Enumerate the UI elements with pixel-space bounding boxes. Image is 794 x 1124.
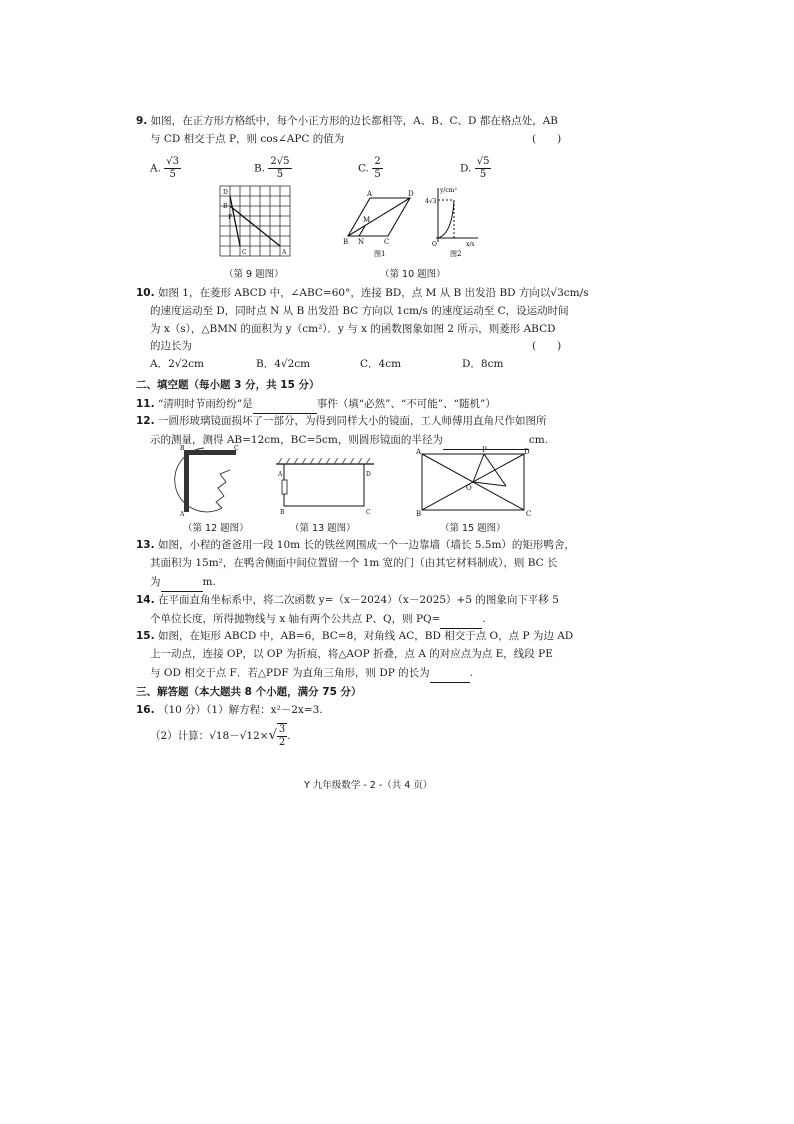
svg-text:B: B bbox=[343, 238, 349, 246]
q15-blank[interactable] bbox=[430, 663, 470, 683]
q13-figure bbox=[270, 456, 380, 518]
svg-text:M: M bbox=[363, 216, 371, 224]
svg-text:B: B bbox=[280, 509, 285, 516]
segment-cd bbox=[230, 196, 240, 246]
q10-caption: （第 10 题图） bbox=[380, 269, 446, 280]
q10-text-1: 如图 1，在菱形 ABCD 中，∠ABC=60°，连接 BD，点 M 从 B 出发沿 BD 方向以√3cm/s bbox=[157, 287, 589, 299]
q15-caption: （第 15 题图） bbox=[440, 523, 506, 534]
q9-number: 9. bbox=[136, 115, 148, 127]
q9-options bbox=[150, 148, 550, 180]
q12-number: 12. bbox=[136, 415, 155, 427]
q15-figure bbox=[412, 446, 536, 518]
q12-caption: （第 12 题图） bbox=[183, 523, 249, 534]
q13-number: 13. bbox=[136, 539, 155, 551]
q11: 11. “清明时节雨纷纷”是 事件（填“必然”、“不可能”、“随机”） bbox=[136, 394, 496, 414]
q16-part1: 16. （10 分）（1）解方程：x²－2x=3. bbox=[136, 704, 323, 716]
q10-line2: 的速度运动至 D，同时点 N 从 B 出发沿 BC 方向以 1cm/s 的速度运动至 C，设运动时间 bbox=[150, 305, 569, 317]
fig10-x-label: x/s bbox=[466, 241, 475, 248]
square-ruler-top bbox=[184, 450, 236, 455]
q16-number: 16. bbox=[136, 704, 155, 716]
svg-text:C: C bbox=[242, 249, 247, 256]
svg-text:C: C bbox=[384, 238, 390, 246]
svg-text:A: A bbox=[416, 448, 422, 456]
svg-text:A: A bbox=[282, 249, 287, 256]
q10-answer-paren: ( ) bbox=[532, 340, 562, 352]
svg-text:B: B bbox=[180, 445, 185, 452]
q13-line1: 13. 如图，小程的爸爸用一段 10m 长的铁丝网围成一个一边靠墙（墙长 5.5m）的矩形鸭舍， bbox=[136, 539, 575, 551]
svg-text:A: A bbox=[367, 190, 373, 198]
q12-line1: 12. 一圆形玻璃镜面损坏了一部分，为得到同样大小的镜面，工人师傅用直角尺作如图所 bbox=[136, 415, 547, 427]
q9-option-c: C. $\frac{2}{5}$ bbox=[358, 156, 381, 180]
q14-number: 14. bbox=[136, 594, 155, 606]
q12-line2: 示的测量，测得 AB=12cm，BC=5cm，则圆形镜面的半径为 cm. bbox=[150, 430, 548, 450]
svg-text:D: D bbox=[366, 471, 371, 478]
q13-caption: （第 13 题图） bbox=[290, 523, 356, 534]
section-2-heading: 二、填空题（每小题 3 分，共 15 分） bbox=[136, 379, 320, 391]
fig10-y-label: y/cm² bbox=[440, 187, 457, 194]
q10-option-b: B．4√2cm bbox=[256, 358, 311, 370]
segment-op bbox=[473, 454, 484, 482]
q9-line1 bbox=[136, 112, 558, 131]
q10-figures bbox=[340, 186, 490, 264]
q12-figure bbox=[170, 444, 240, 518]
fig10-y-value: 4√3 bbox=[425, 198, 437, 205]
graph-curve bbox=[438, 200, 454, 238]
q13-line3: 为 m. bbox=[150, 572, 216, 592]
q15-number: 15. bbox=[136, 630, 155, 642]
svg-text:O: O bbox=[466, 484, 472, 492]
q9-option-b: B. $\frac{2√5}{5}$ bbox=[254, 156, 290, 180]
q14-blank[interactable] bbox=[440, 609, 482, 629]
svg-text:B: B bbox=[223, 203, 228, 210]
q9-option-d: D. $\frac{√5}{5}$ bbox=[460, 156, 490, 180]
q13-line2: 其面积为 15m²，在鸭舍侧面中间位置留一个 1m 宽的门（由其它材料制成），则 BC 长 bbox=[150, 557, 558, 569]
q9-text-1: 如图，在正方形方格纸中，每个小正方形的边长都相等，A、B、C、D 都在格点处，AB bbox=[150, 115, 559, 127]
door bbox=[282, 480, 287, 494]
svg-text:D: D bbox=[408, 190, 414, 198]
diagonal-bd bbox=[348, 198, 410, 236]
q15-line1: 15. 如图，在矩形 ABCD 中，AB=6，BC=8，对角线 AC，BD 相交于点 O，点 P 为边 AD bbox=[136, 630, 574, 642]
q14-line1: 14. 在平面直角坐标系中，将二次函数 y=（x－2024）（x－2025）+5 的图象向下平移 5 bbox=[136, 594, 559, 606]
q10-option-d: D．8cm bbox=[462, 358, 504, 370]
square-ruler-side bbox=[184, 450, 189, 512]
q11-blank[interactable] bbox=[253, 394, 317, 414]
q14-line2: 个单位长度，所得抛物线与 x 轴有两个公共点 P、Q，则 PQ= . bbox=[150, 609, 486, 629]
segment-pe bbox=[484, 454, 506, 486]
fig10-origin: O bbox=[432, 241, 437, 248]
q11-number: 11. bbox=[136, 398, 155, 410]
q10-line3: 为 x（s），△BMN 的面积为 y（cm²）．y 与 x 的函数图象如图 2 所示，则菱形 ABCD bbox=[150, 323, 556, 335]
fig10-1-label: 图1 bbox=[374, 250, 386, 258]
q9-line2: 与 CD 相交于点 P，则 cos∠APC 的值为 bbox=[150, 133, 345, 145]
section-3-heading: 三、解答题（本大题共 8 个小题，满分 75 分） bbox=[136, 686, 362, 698]
q10-option-a: A．2√2cm bbox=[150, 358, 204, 370]
svg-text:C: C bbox=[366, 509, 371, 516]
svg-text:C: C bbox=[526, 510, 532, 518]
svg-text:B: B bbox=[416, 510, 422, 518]
q9-answer-paren: ( ) bbox=[532, 133, 562, 145]
svg-text:A: A bbox=[180, 511, 185, 518]
q10-option-c: C．4cm bbox=[360, 358, 402, 370]
svg-text:N: N bbox=[358, 238, 365, 246]
q15-line2: 上一动点，连接 OP，以 OP 为折痕，将△AOP 折叠，点 A 的对应点为点 E，线段 PE bbox=[150, 648, 553, 660]
q10-line4: 的边长为 bbox=[150, 340, 192, 352]
svg-text:A: A bbox=[278, 471, 283, 478]
fig10-2-label: 图2 bbox=[450, 250, 462, 258]
q10-line1 bbox=[136, 284, 589, 303]
q10-number: 10. bbox=[136, 287, 155, 299]
svg-text:C: C bbox=[234, 445, 239, 452]
svg-text:P: P bbox=[482, 446, 487, 454]
svg-text:D: D bbox=[524, 448, 530, 456]
q9-grid-figure bbox=[210, 182, 300, 262]
q9-option-a: A. $\frac{√3}{5}$ bbox=[150, 156, 179, 180]
svg-text:P: P bbox=[228, 214, 233, 221]
q15-line3: 与 OD 相交于点 F．若△PDF 为直角三角形，则 DP 的长为 . bbox=[150, 663, 473, 683]
svg-text:D: D bbox=[223, 189, 228, 196]
q9-caption: （第 9 题图） bbox=[224, 269, 284, 280]
duck-house bbox=[284, 464, 364, 506]
q16-part2: （2）计算：√18－√12×√ $\frac{3}{2}$ . bbox=[150, 724, 291, 748]
q13-blank[interactable] bbox=[161, 572, 203, 592]
page-footer: Y 九年级数学 - 2 -（共 4 页） bbox=[304, 780, 433, 791]
